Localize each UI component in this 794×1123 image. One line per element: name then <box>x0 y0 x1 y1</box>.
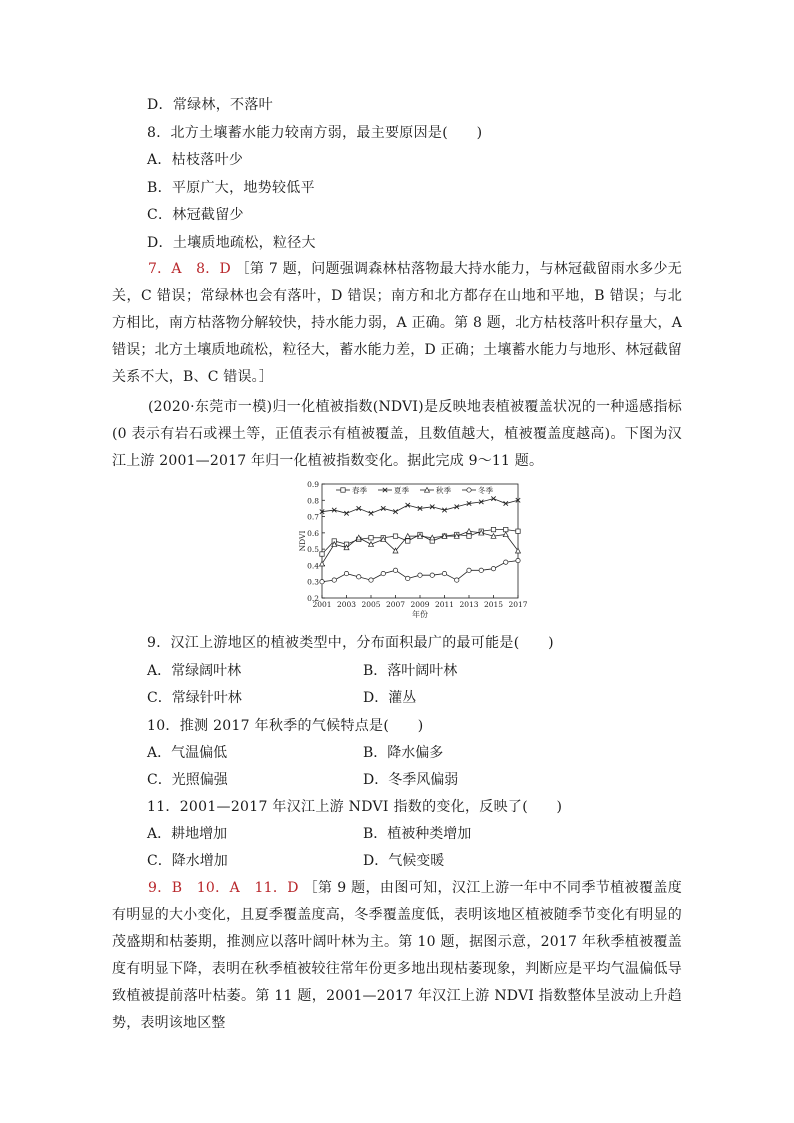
series-4-point <box>467 568 471 572</box>
answer-key-9-11: 9．B 10．A 11．D <box>148 880 299 896</box>
answer-block-7-8 <box>112 256 682 391</box>
series-line-4 <box>322 561 518 582</box>
y-tick-label: 0.7 <box>307 512 319 522</box>
y-tick-label: 0.4 <box>307 561 319 571</box>
question-8-option-d: D．土壤质地疏松，粒径大 <box>147 235 316 251</box>
series-1-point <box>320 552 324 556</box>
series-1-point <box>491 527 495 531</box>
series-4-point <box>491 566 495 570</box>
answer-explanation-9-11: ［第 9 题，由图可知，汉江上游一年中不同季节植被覆盖度有明显的大小变化，且夏季覆盖度高，冬季覆盖度低，表明该地区植被随季节变化有明显的茂盛期和枯萎期，推测应以落叶阔叶林为主。第 10 题，据图示意，2017 年秋季植被覆盖度有明显下降，表明在秋季植被较往常年份更多地出现枯萎现象，判断应是平均气温偏低导致植被提前落叶枯萎。第 11 题，2001—2017 年汉江上游 NDVI 指数整体呈波动上升趋势，表明该地区整 <box>112 880 683 1031</box>
x-tick-label: 2013 <box>459 600 479 609</box>
x-tick-label: 2001 <box>312 600 332 609</box>
y-tick-label: 0.8 <box>307 496 319 506</box>
series-4-point <box>455 578 459 582</box>
legend-label-4: 冬季 <box>478 486 493 495</box>
series-4-point <box>418 573 422 577</box>
series-2-point <box>357 506 361 510</box>
x-axis-label: 年份 <box>412 610 428 618</box>
plot-frame <box>322 484 518 598</box>
series-line-2 <box>322 499 518 514</box>
question-8: 8．北方土壤蓄水能力较南方弱，最主要原因是( ) <box>147 125 483 141</box>
series-4-point <box>516 558 520 562</box>
question-11-option-b: B．植被种类增加 <box>363 826 472 842</box>
series-4-point <box>381 571 385 575</box>
y-axis-label: NDVI <box>298 530 307 552</box>
series-1-point <box>393 534 397 538</box>
series-3-point <box>369 542 374 547</box>
question-9-option-d: D．灌丛 <box>363 690 417 706</box>
question-10-option-b: B．降水偏多 <box>363 745 444 761</box>
series-1-point <box>516 529 520 533</box>
x-tick-label: 2005 <box>361 600 381 609</box>
question-10-option-d: D．冬季风偏弱 <box>363 772 459 788</box>
question-9-option-a: A．常绿阔叶林 <box>147 663 242 679</box>
answer-block-9-11 <box>112 875 682 1037</box>
material-intro: (2020·东莞市一模)归一化植被指数(NDVI)是反映地表植被覆盖状况的一种遥感指标(0 表示有岩石或裸土等，正值表示有植被覆盖，且数值越大，植被覆盖度越高)。下图为汉江上游 2001—2017 年归一化植被指数变化。据此完成 9～11 题。 <box>112 399 682 469</box>
x-tick-label: 2015 <box>483 600 504 609</box>
legend-marker-1 <box>341 488 345 492</box>
question-10: 10．推测 2017 年秋季的气候特点是( ) <box>147 718 424 734</box>
question-11-option-d: D．气候变暖 <box>363 853 445 869</box>
series-4-point <box>393 568 397 572</box>
question-8-option-c: C．林冠截留少 <box>147 207 244 223</box>
series-4-point <box>332 578 336 582</box>
x-tick-label: 2011 <box>434 600 455 609</box>
question-9: 9．汉江上游地区的植被类型中，分布面积最广的最可能是( ) <box>147 635 554 651</box>
x-tick-label: 2007 <box>385 600 406 609</box>
series-4-point <box>357 575 361 579</box>
legend-label-1: 春季 <box>352 486 367 495</box>
series-4-point <box>479 568 483 572</box>
x-tick-label: 2017 <box>508 600 528 609</box>
y-tick-label: 0.3 <box>307 577 319 587</box>
series-4-point <box>369 578 373 582</box>
legend-marker-4 <box>467 488 471 492</box>
question-10-option-c: C．光照偏强 <box>147 772 228 788</box>
series-4-point <box>442 571 446 575</box>
question-8-option-b: B．平原广大，地势较低平 <box>147 180 315 196</box>
series-1-point <box>406 539 410 543</box>
series-1-point <box>467 534 471 538</box>
x-tick-label: 2009 <box>410 600 430 609</box>
question-11-option-c: C．降水增加 <box>147 853 228 869</box>
y-tick-label: 0.6 <box>307 528 319 538</box>
series-3-point <box>503 532 508 537</box>
question-9-option-c: C．常绿针叶林 <box>147 690 242 706</box>
question-7-option-d: D．常绿林，不落叶 <box>147 97 273 113</box>
series-4-point <box>430 573 434 577</box>
series-4-point <box>406 576 410 580</box>
y-tick-label: 0.9 <box>307 480 319 489</box>
x-tick-label: 2003 <box>336 600 357 609</box>
series-3-point <box>467 529 472 534</box>
question-10-option-a: A．气温偏低 <box>147 745 228 761</box>
answer-explanation-7-8: ［第 7 题，问题强调森林枯落物最大持水能力，与林冠截留雨水多少无关，C 错误；常绿林也会有落叶，D 错误；南方和北方都存在山地和平地，B 错误；与北方相比，南方枯落物分解较快，持水能力弱，A 正确。第 8 题，北方枯枝落叶积存量大，A 错误；北方土壤质地疏松，粒径大，蓄水能力差，D 正确；土壤蓄水能力与地形、林冠截留关系不大，B、C 错误。］ <box>112 261 682 385</box>
y-tick-label: 0.2 <box>307 594 319 603</box>
legend-label-2: 夏季 <box>394 486 409 495</box>
chart-svg <box>296 476 528 618</box>
series-1-point <box>369 536 373 540</box>
question-8-option-a: A．枯枝落叶少 <box>147 152 244 168</box>
ndvi-line-chart <box>296 476 528 618</box>
series-3-point <box>320 561 325 566</box>
series-4-point <box>344 571 348 575</box>
series-2-point <box>369 511 373 515</box>
series-4-point <box>504 560 508 564</box>
question-11: 11．2001—2017 年汉江上游 NDVI 指数的变化，反映了( ) <box>147 799 563 815</box>
question-9-option-b: B．落叶阔叶林 <box>363 663 458 679</box>
legend-label-3: 秋季 <box>436 486 451 495</box>
series-4-point <box>320 580 324 584</box>
answer-key-7-8: 7．A 8．D <box>148 261 231 277</box>
question-11-option-a: A．耕地增加 <box>147 826 228 842</box>
y-tick-label: 0.5 <box>307 545 319 555</box>
